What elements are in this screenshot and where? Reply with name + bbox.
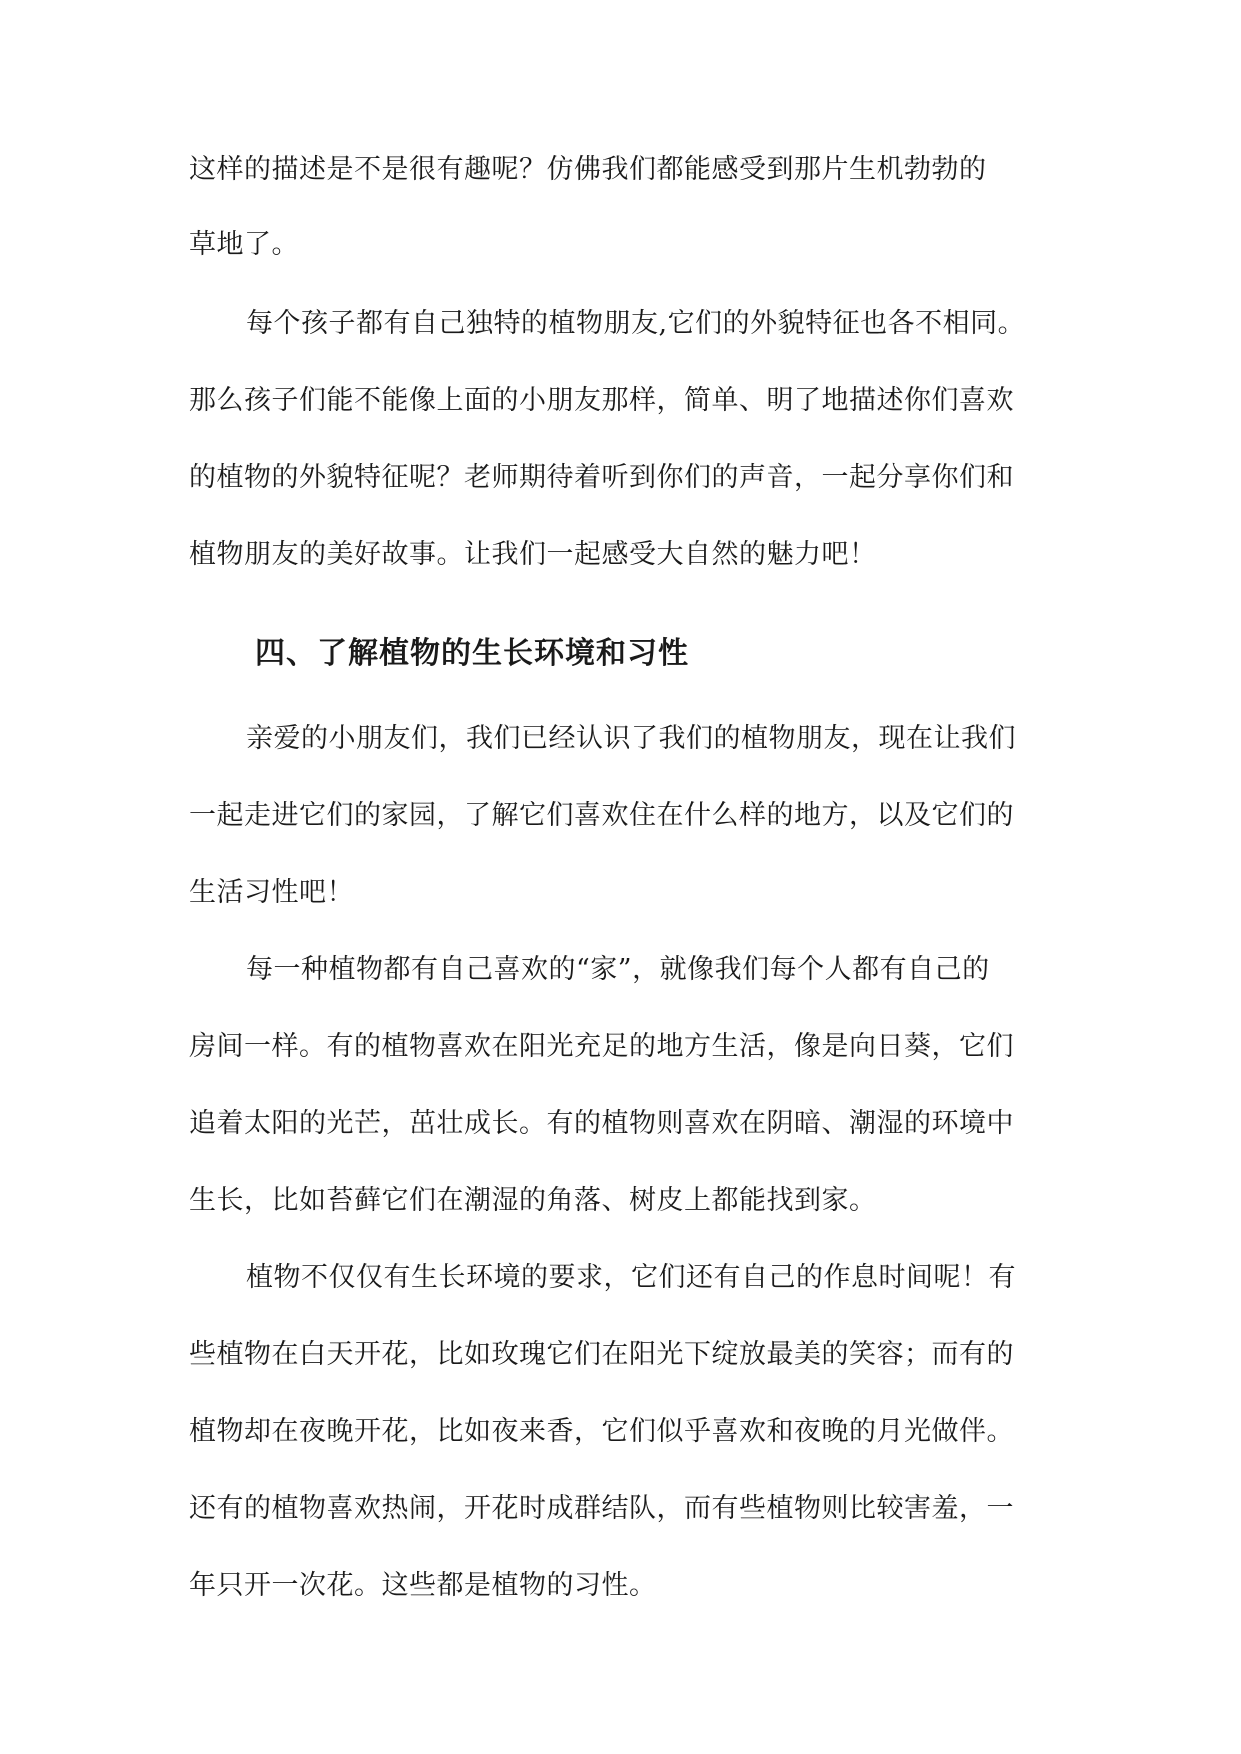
paragraph-line: 每个孩子都有自己独特的植物朋友,它们的外貌特征也各不相同。	[246, 308, 1026, 339]
paragraph-line: 植物却在夜晚开花，比如夜来香，它们似乎喜欢和夜晚的月光做伴。	[189, 1416, 1014, 1447]
section-heading: 四、了解植物的生长环境和习性	[255, 636, 689, 671]
paragraph-line: 一起走进它们的家园，了解它们喜欢住在什么样的地方，以及它们的	[189, 800, 1014, 831]
paragraph-line: 年只开一次花。这些都是植物的习性。	[189, 1570, 657, 1601]
paragraph-line: 追着太阳的光芒，茁壮成长。有的植物则喜欢在阴暗、潮湿的环境中	[189, 1108, 1014, 1139]
paragraph-line: 植物朋友的美好故事。让我们一起感受大自然的魅力吧！	[189, 539, 877, 570]
paragraph-line: 这样的描述是不是很有趣呢？仿佛我们都能感受到那片生机勃勃的	[189, 154, 987, 185]
paragraph-line: 生长，比如苔藓它们在潮湿的角落、树皮上都能找到家。	[189, 1185, 877, 1216]
paragraph-line: 那么孩子们能不能像上面的小朋友那样，简单、明了地描述你们喜欢	[189, 385, 1014, 416]
paragraph-line: 每一种植物都有自己喜欢的“家”，就像我们每个人都有自己的	[246, 954, 990, 985]
paragraph-line: 还有的植物喜欢热闹，开花时成群结队，而有些植物则比较害羞，一	[189, 1493, 1014, 1524]
paragraph-line: 草地了。	[189, 229, 299, 260]
paragraph-line: 植物不仅仅有生长环境的要求，它们还有自己的作息时间呢！有	[246, 1262, 1016, 1293]
paragraph-line: 房间一样。有的植物喜欢在阳光充足的地方生活，像是向日葵，它们	[189, 1031, 1014, 1062]
paragraph-line: 亲爱的小朋友们，我们已经认识了我们的植物朋友，现在让我们	[246, 723, 1016, 754]
paragraph-line: 的植物的外貌特征呢？老师期待着听到你们的声音，一起分享你们和	[189, 462, 1014, 493]
paragraph-line: 生活习性吧！	[189, 877, 354, 908]
paragraph-line: 些植物在白天开花，比如玫瑰它们在阳光下绽放最美的笑容；而有的	[189, 1339, 1014, 1370]
